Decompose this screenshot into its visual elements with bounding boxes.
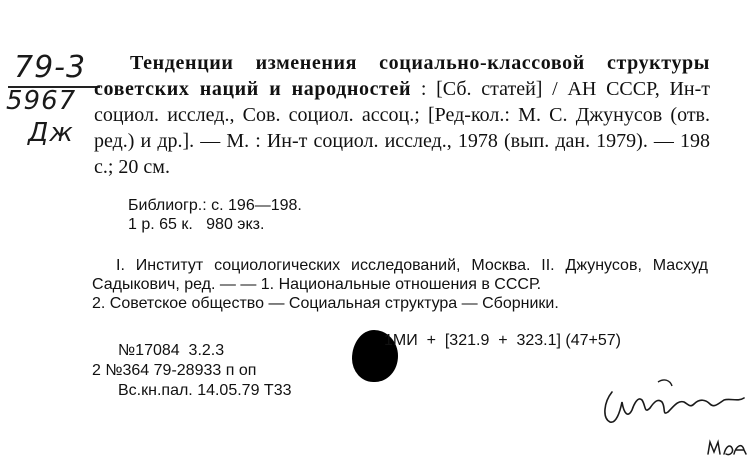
card-main-entry — [94, 50, 710, 180]
tracing-1: I. Институт социологических исследований, Москва. II. Джунусов, Масхуд Садыкович, ред. — — 1. Национальные отношения в СССР. — [92, 257, 708, 293]
call-number-bottom: 5967 — [6, 86, 77, 116]
price-print-run: 1 р. 65 к. 980 экз. — [128, 216, 265, 233]
registration-code: 2 №364 79-28933 п оп — [92, 362, 257, 379]
bibliography-note: Библиогр.: с. 196—198. — [128, 197, 302, 214]
chamber-date: Вс.кн.пал. 14.05.79 Т33 — [118, 382, 292, 399]
card-description: : [Сб. статей] / АН СССР, Ин-т социол. исслед., Сов. социол. ассоц.; [Ред-кол.: М. С. Джунусов (отв. ред.) и др.]. — М. : Ин-т социол. исслед., 1978 (вып. дан. 1979). — 198 с.; 20 см. — [94, 78, 711, 178]
handwritten-signature — [598, 372, 750, 434]
tracing-2: 2. Советское общество — Социальная структура — Сборники. — [92, 295, 559, 312]
author-mark: Дж — [28, 118, 74, 148]
handwritten-initials — [704, 436, 750, 458]
classification-code: 1МИ + [321.9 + 323.1] (47+57) — [384, 332, 621, 349]
card-title: Тенденции изменения социально-классовой структуры советских наций и народностей — [94, 52, 710, 100]
call-number-top: 79-3 — [14, 50, 87, 85]
tracings — [92, 256, 708, 313]
registration-number: №17084 3.2.3 — [118, 342, 225, 359]
